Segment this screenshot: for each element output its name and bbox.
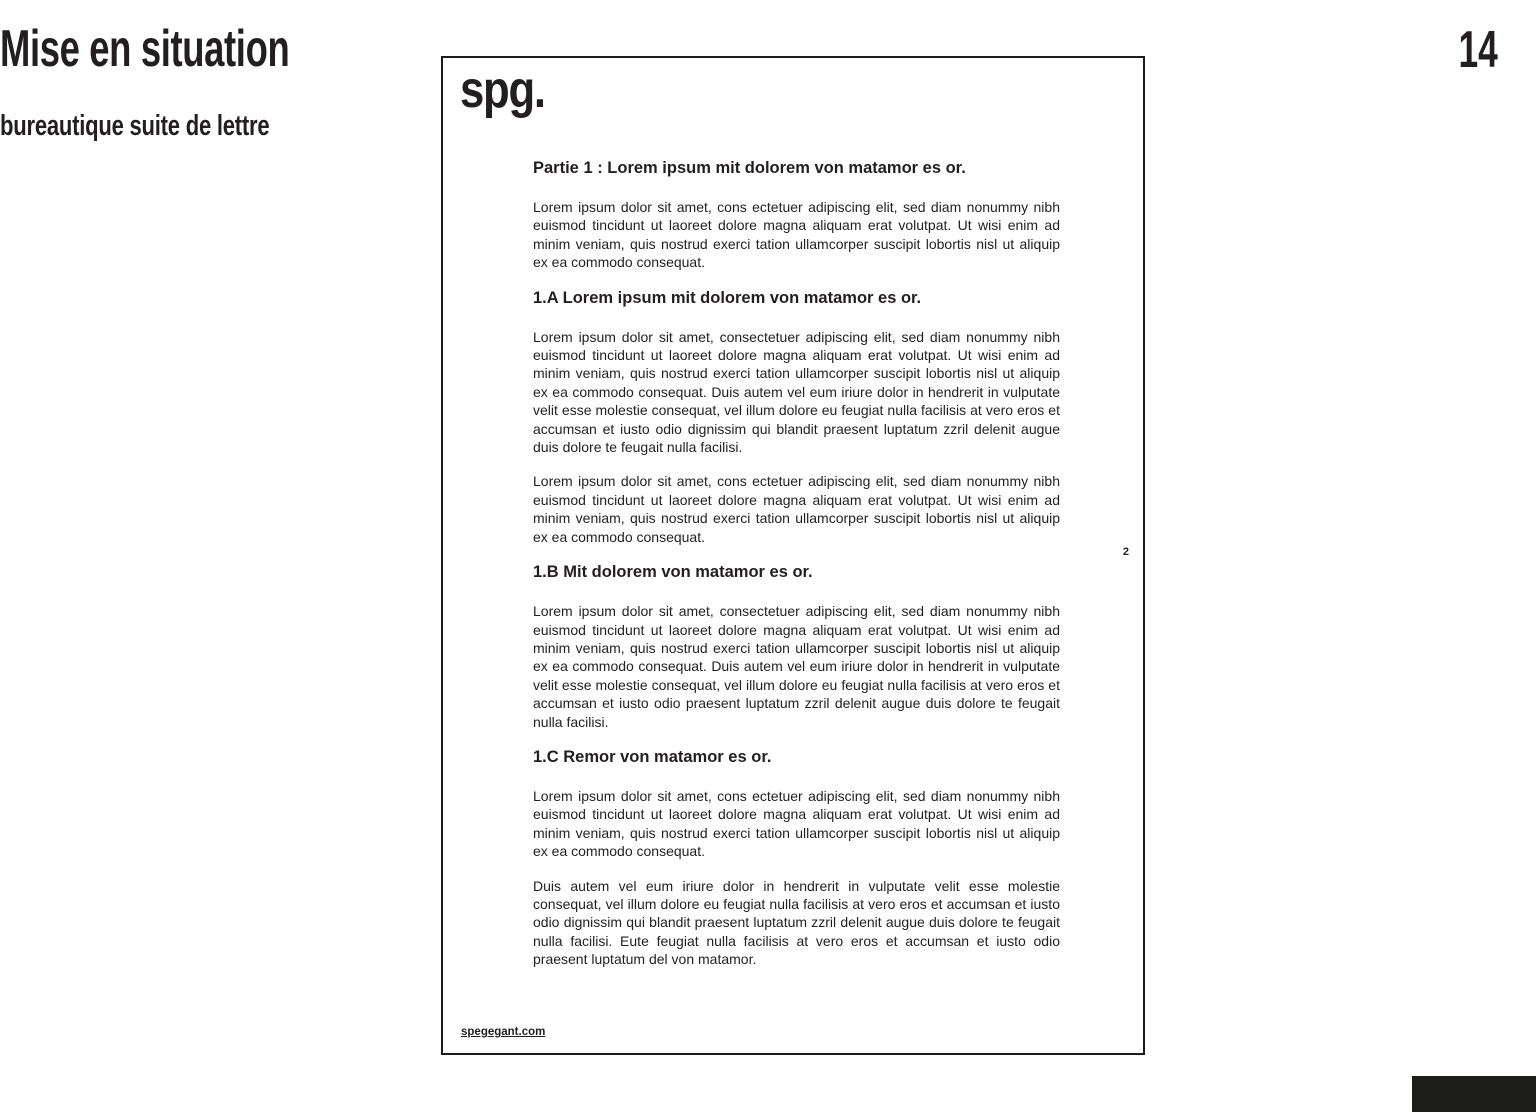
footer-website-link[interactable]: spegegant.com [461, 1026, 546, 1038]
section-heading: 1.B Mit dolorem von matamor es or. [533, 563, 813, 582]
slide-page-number: 14 [1458, 21, 1498, 79]
section-heading: 1.A Lorem ipsum mit dolorem von matamor es or. [533, 288, 922, 307]
body-paragraph: Lorem ipsum dolor sit amet, cons ectetuer adipiscing elit, sed diam nonummy nibh euismod tincidunt ut laoreet dolore magna aliquam erat volutpat. Ut wisi enim ad minim veniam, quis nostrud exerci tation ullamcorper suscipit lobortis nisl ut aliquip ex ea commodo consequat. [533, 199, 1060, 271]
body-paragraph: Duis autem vel eum iriure dolor in hendrerit in vulputate velit esse molestie consequat, vel illum dolore eu feugiat nulla facilisis at vero eros et accumsan et iusto odio dignissim qui blandit praesent luptatum zzril delenit augue duis dolore te feugait nulla facilisi. Eute feugiat nulla facilisis at vero eros et accumsan et iusto odio praesent luptatum del von matamor. [533, 877, 1060, 968]
slide-subtitle: bureautique suite de lettre [0, 110, 270, 142]
body-paragraph: Lorem ipsum dolor sit amet, cons ectetuer adipiscing elit, sed diam nonummy nibh euismod tincidunt ut laoreet dolore magna aliquam erat volutpat. Ut wisi enim ad minim veniam, quis nostrud exerci tation ullamcorper suscipit lobortis nisl ut aliquip ex ea commodo consequat. [533, 787, 1060, 860]
document-body [533, 158, 1060, 985]
letter-document [441, 56, 1145, 1055]
body-paragraph: Lorem ipsum dolor sit amet, cons ectetuer adipiscing elit, sed diam nonummy nibh euismod tincidunt ut laoreet dolore magna aliquam erat volutpat. Ut wisi enim ad minim veniam, quis nostrud exerci tation ullamcorper suscipit lobortis nisl ut aliquip ex ea commodo consequat. [533, 473, 1060, 545]
body-paragraph: Lorem ipsum dolor sit amet, consectetuer adipiscing elit, sed diam nonummy nibh euismod tincidunt ut laoreet dolore magna aliquam erat volutpat. Ut wisi enim ad minim veniam, quis nostrud exerci tation ullamcorper suscipit lobortis nisl ut aliquip ex ea commodo consequat. Duis autem vel eum iriure dolor in hendrerit in vulputate velit esse molestie consequat, vel illum dolore eu feugiat nulla facilisis at vero eros et accumsan et iusto odio praesent luptatum zzril delenit augue duis dolore te feugait nulla facilisi. [533, 603, 1060, 730]
corner-accent-block [1412, 1076, 1536, 1112]
section-heading: 1.C Remor von matamor es or. [533, 747, 772, 766]
company-logo: spg. [460, 61, 545, 119]
section-heading: Partie 1 : Lorem ipsum mit dolorem von matamor es or. [533, 159, 966, 177]
document-page-marker: 2 [1122, 546, 1129, 558]
body-paragraph: Lorem ipsum dolor sit amet, consectetuer adipiscing elit, sed diam nonummy nibh euismod tincidunt ut laoreet dolore magna aliquam erat volutpat. Ut wisi enim ad minim veniam, quis nostrud exerci tation ullamcorper suscipit lobortis nisl ut aliquip ex ea commodo consequat. Duis autem vel eum iriure dolor in hendrerit in vulputate velit esse molestie consequat, vel illum dolore eu feugiat nulla facilisis at vero eros et accumsan et iusto odio dignissim qui blandit praesent luptatum zzril delenit augue duis dolore te feugait nulla facilisi. [533, 328, 1060, 456]
slide-title: Mise en situation [0, 20, 290, 78]
